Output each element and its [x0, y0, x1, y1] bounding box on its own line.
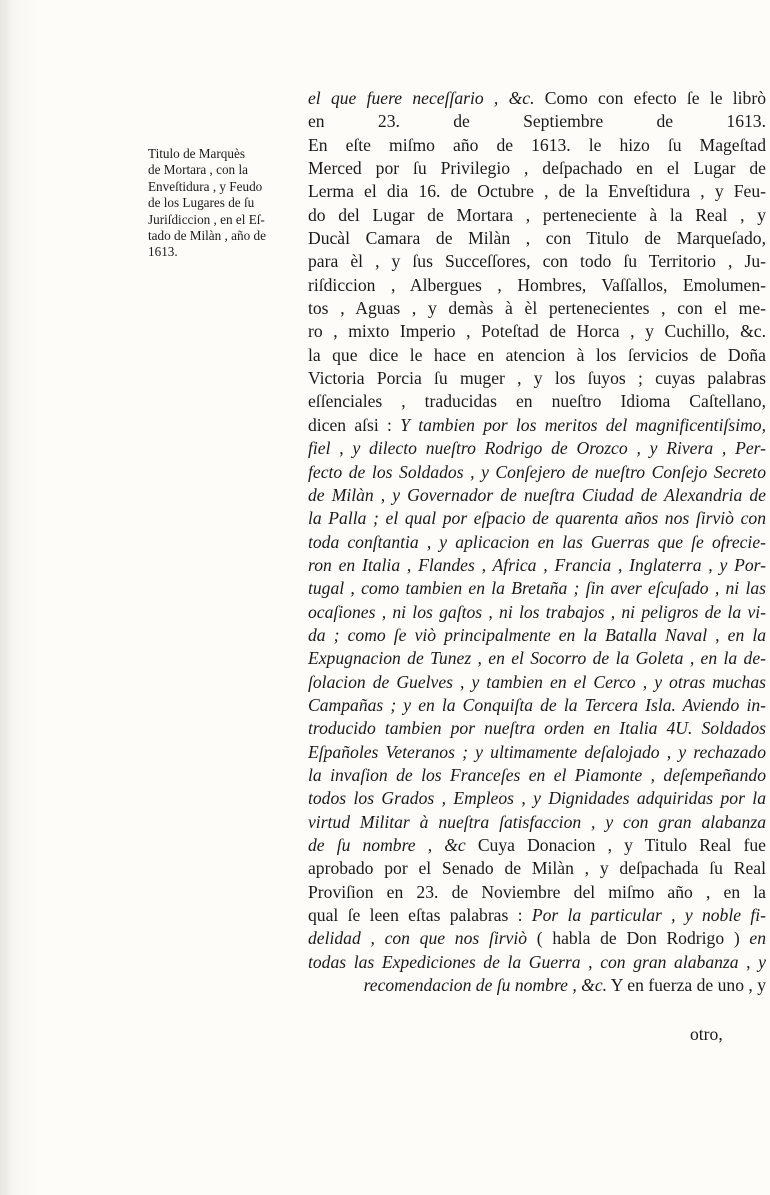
italic-run: de ſu nombre , &c: [308, 835, 466, 855]
text-line: [308, 320, 766, 343]
text-line: [308, 531, 766, 554]
roman-run: Lerma el dia 16. de Octubre , de la Enveſtidura , y Feu-: [308, 181, 766, 202]
margin-note-line: tado de Milàn , año de: [148, 228, 266, 244]
italic-run: delidad , con que nos ſirviò: [308, 928, 528, 949]
text-line: [308, 764, 766, 787]
text-line: [308, 927, 766, 950]
margin-note-line: Juriſdiccion , en el Eſ-: [148, 211, 265, 227]
text-line: [308, 577, 766, 600]
italic-run: Por la particular , y noble fi-: [531, 905, 766, 926]
text-line: [308, 344, 766, 367]
italic-run: todos los Grados , Empleos , y Dignidades adquiridas por la: [308, 788, 766, 809]
italic-run: recomendacion de ſu nombre , &c.: [363, 975, 608, 996]
roman-run: Ducàl Camara de Milàn , con Titulo de Marqueſado,: [308, 228, 766, 249]
margin-note-line: Titulo de Marquès: [148, 146, 245, 161]
text-line: [308, 647, 766, 670]
italic-run: de Milàn , y Governador de nueſtra Ciudad de Alexandria de: [308, 484, 766, 505]
text-line: [308, 741, 766, 764]
text-line: [308, 601, 766, 624]
roman-run: tos , Aguas , y demàs à èl pertenecientes , con el me-: [308, 298, 766, 319]
text-line: [308, 157, 766, 180]
text-line: [308, 367, 766, 390]
text-line: [308, 811, 766, 834]
text-line: [308, 390, 766, 413]
italic-run: la invaſion de los Franceſes en el Piamonte , deſempeñando: [308, 764, 766, 785]
italic-run: troducido tambien por nueſtra orden en Italia 4U. Soldados: [308, 718, 766, 739]
text-line: [308, 507, 766, 530]
text-line: [308, 974, 766, 997]
margin-note-line: 1613.: [148, 244, 178, 260]
roman-run: eſſenciales , traducidas en nueſtro Idioma Caſtellano,: [308, 391, 766, 412]
text-line: [308, 881, 766, 904]
roman-run: para èl , y ſus Succeſſores, con todo ſu Territorio , Ju-: [308, 251, 766, 272]
text-line: [308, 904, 766, 927]
italic-run: Campañas ; y en la Conquiſta de la Tercera Isla. Aviendo in-: [308, 694, 766, 715]
margin-note-line: de Mortara , con la: [148, 162, 248, 178]
italic-run: el que fuere neceſſario , &c.: [308, 88, 535, 108]
text-line: [308, 554, 766, 577]
text-line: [308, 951, 766, 974]
text-line: [308, 134, 766, 157]
italic-run: da ; como ſe viò principalmente en la Batalla Naval , en la: [308, 624, 766, 645]
roman-run: qual ſe leen eſtas palabras :: [308, 905, 532, 926]
italic-run: Y tambien por los meritos del magnificentiſsimo,: [400, 414, 766, 435]
margin-note-line: Enveſtidura , y Feudo: [148, 178, 263, 194]
text-line: [308, 834, 766, 857]
roman-run: Victoria Porcia ſu muger , y los ſuyos ; cuyas palabras: [308, 368, 766, 389]
text-line: [308, 180, 766, 203]
margin-note-line: de los Lugares de ſu: [148, 195, 255, 211]
roman-run: ( habla de Don Rodrigo ): [527, 928, 750, 949]
text-line: [308, 484, 766, 507]
roman-run: do del Lugar de Mortara , perteneciente à la Real , y: [308, 204, 766, 225]
roman-run: dicen aſsi :: [308, 414, 401, 435]
text-line: [308, 624, 766, 647]
text-line: [308, 694, 766, 717]
text-line: [308, 461, 766, 484]
roman-run: ro , mixto Imperio , Poteſtad de Horca , y Cuchillo, &c.: [308, 321, 766, 342]
roman-run: la que dice le hace en atencion à los ſervicios de Doña: [308, 344, 766, 365]
roman-run: riſdiccion , Albergues , Hombres, Vaſſallos, Emolumen-: [308, 274, 766, 295]
italic-run: fiel , y dilecto nueſtro Rodrigo de Orozco , y Rivera , Per-: [308, 438, 766, 459]
text-line: [308, 110, 766, 133]
italic-run: fecto de los Soldados , y Conſejero de nueſtro Conſejo Secreto: [308, 461, 766, 482]
roman-run: En eſte miſmo año de 1613. le hizo ſu Mageſtad: [308, 134, 766, 155]
roman-run: aprobado por el Senado de Milàn , y deſpachada ſu Real: [308, 858, 766, 879]
italic-run: tugal , como tambien en la Bretaña ; ſin aver eſcuſado , ni las: [308, 578, 766, 599]
text-line: [308, 297, 766, 320]
italic-run: ocaſiones , ni los gaſtos , ni los trabajos , ni peligros de la vi-: [308, 601, 766, 622]
text-line: [308, 671, 766, 694]
roman-run: Y en fuerza de uno , y: [607, 975, 766, 996]
text-line: [308, 787, 766, 810]
italic-run: todas las Expediciones de la Guerra , con gran alabanza , y: [308, 951, 766, 972]
italic-run: virtud Militar à nueſtra ſatisfaccion , y con gran alabanza: [308, 811, 766, 832]
roman-run: Cuya Donacion , y Titulo Real fue: [465, 835, 766, 855]
text-line: [308, 87, 766, 110]
roman-run: en 23. de Septiembre de 1613.: [308, 111, 766, 132]
roman-run: Como con efecto ſe le librò: [534, 88, 766, 108]
text-line: [308, 204, 766, 227]
italic-run: toda conſtantia , y aplicacion en las Guerras que ſe ofrecie-: [308, 531, 766, 552]
text-line: [308, 227, 766, 250]
text-line: [308, 414, 766, 437]
body-text: [308, 87, 766, 997]
roman-run: Proviſion en 23. de Noviembre del miſmo año , en la: [308, 881, 766, 902]
text-line: [308, 717, 766, 740]
italic-run: ron en Italia , Flandes , Africa , Francia , Inglaterra , y Por-: [308, 554, 766, 575]
italic-run: ſolacion de Guelves , y tambien en el Cerco , y otras muchas: [308, 671, 766, 692]
italic-run: Eſpañoles Veteranos ; y ultimamente deſalojado , y rechazado: [308, 741, 766, 762]
margin-note: [148, 146, 303, 261]
text-line: [308, 857, 766, 880]
italic-run: en: [749, 928, 766, 949]
catchword: otro,: [690, 1024, 723, 1044]
italic-run: Expugnacion de Tunez , en el Socorro de la Goleta , en la de-: [308, 648, 766, 669]
italic-run: la Palla ; el qual por eſpacio de quarenta años nos ſirviò con: [308, 508, 766, 529]
text-line: [308, 250, 766, 273]
text-line: [308, 274, 766, 297]
roman-run: Merced por ſu Privilegio , deſpachado en el Lugar de: [308, 158, 766, 179]
text-line: [308, 437, 766, 460]
